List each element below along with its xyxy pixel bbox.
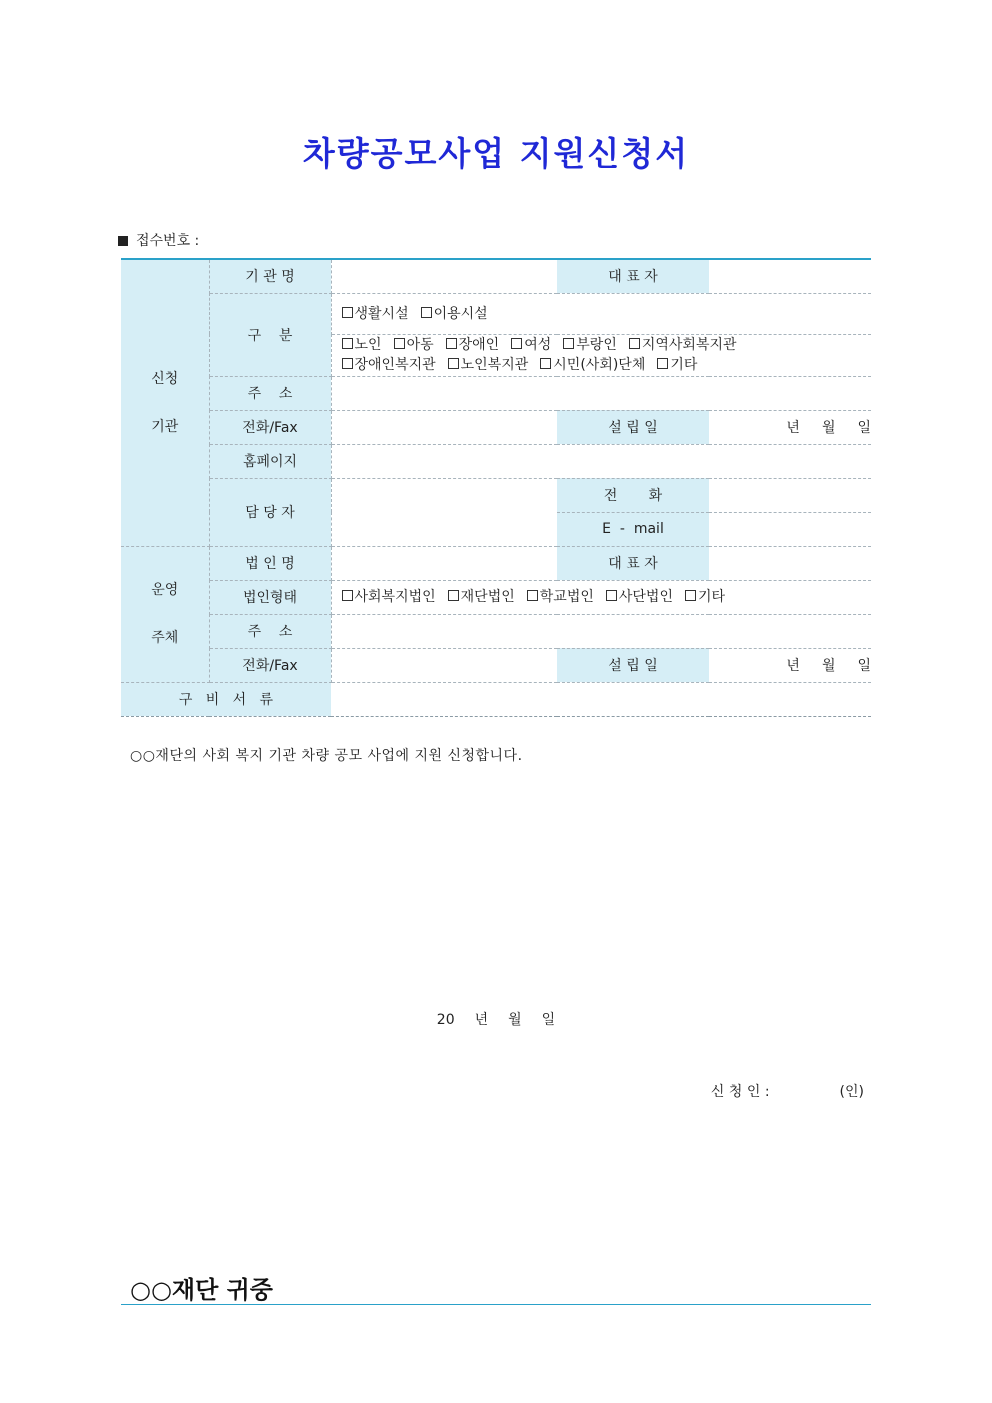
email-field[interactable] (709, 512, 871, 546)
label-phone-fax: 전화/Fax (209, 410, 331, 444)
checkbox-corp-social-welfare[interactable]: 사회복지법인 (342, 589, 436, 605)
label-corp-established: 설 립 일 (557, 648, 709, 682)
checkbox-corp-school[interactable]: 학교법인 (527, 589, 594, 605)
group-applicant (121, 259, 209, 546)
checkbox-corp-foundation[interactable]: 재단법인 (448, 589, 515, 605)
label-contact-phone: 전 화 (557, 478, 709, 512)
group-applicant-line1: 신청 (151, 370, 179, 387)
group-applicant-line2: 기관 (151, 418, 179, 435)
group-operator (121, 546, 209, 682)
facility-options (331, 293, 871, 334)
corp-address-field[interactable] (331, 614, 871, 648)
checkbox-icon (421, 307, 432, 318)
address-field[interactable] (331, 376, 871, 410)
corp-type-options (331, 580, 871, 614)
org-name-field[interactable] (331, 259, 557, 293)
recipient-divider (121, 1304, 871, 1305)
checkbox-corp-other[interactable]: 기타 (685, 589, 725, 605)
checkbox-target-children[interactable]: 아동 (394, 337, 434, 353)
document-title: 차량공모사업 지원신청서 (302, 134, 690, 173)
homepage-field[interactable] (331, 444, 871, 478)
established-date-field[interactable]: 년 월 일 (709, 410, 871, 444)
label-category: 구 분 (209, 293, 331, 376)
label-corp-representative: 대 표 자 (557, 546, 709, 580)
checkbox-icon (394, 338, 405, 349)
date-month-label: 월 (508, 1012, 522, 1028)
applicant-signature (711, 1081, 864, 1101)
checkbox-icon (448, 590, 459, 601)
checkbox-icon (342, 307, 353, 318)
checkbox-icon (448, 358, 459, 369)
applicant-label: 신 청 인 : (710, 1084, 770, 1100)
checkbox-icon (342, 358, 353, 369)
label-org-name: 기 관 명 (209, 259, 331, 293)
date-day-label: 일 (541, 1012, 556, 1028)
target-options (331, 334, 871, 376)
checkbox-icon (540, 358, 551, 369)
seal-label: (인) (839, 1084, 864, 1100)
label-email: E - mail (557, 512, 709, 546)
checkbox-icon (342, 590, 353, 601)
label-corp-type: 법인형태 (209, 580, 331, 614)
application-date (0, 1009, 992, 1029)
checkbox-target-women[interactable]: 여성 (511, 337, 551, 353)
label-address: 주 소 (209, 376, 331, 410)
label-established: 설 립 일 (557, 410, 709, 444)
contact-phone-field[interactable] (709, 478, 871, 512)
checkbox-icon (606, 590, 617, 601)
checkbox-icon (527, 590, 538, 601)
application-statement: ○○재단의 사회 복지 기관 차량 공모 사업에 지원 신청합니다. (130, 748, 523, 764)
label-corp-name: 법 인 명 (209, 546, 331, 580)
checkbox-icon (563, 338, 574, 349)
checkbox-icon (685, 590, 696, 601)
checkbox-target-disabled[interactable]: 장애인 (446, 337, 500, 353)
checkbox-target-elderly-center[interactable]: 노인복지관 (448, 357, 529, 373)
label-corp-phone-fax: 전화/Fax (209, 648, 331, 682)
label-homepage: 홈페이지 (209, 444, 331, 478)
label-contact-person: 담 당 자 (209, 478, 331, 546)
contact-person-field[interactable] (331, 478, 557, 546)
date-year-label: 년 (474, 1012, 489, 1028)
checkbox-target-homeless[interactable]: 부랑인 (563, 337, 617, 353)
corp-phone-fax-field[interactable] (331, 648, 557, 682)
group-operator-line1: 운영 (151, 582, 179, 598)
group-operator-line2: 주체 (151, 630, 179, 646)
documents-field[interactable] (331, 682, 871, 716)
checkbox-facility-use[interactable]: 이용시설 (421, 306, 488, 322)
representative-field[interactable] (709, 259, 871, 293)
application-form-table (121, 258, 871, 717)
checkbox-icon (629, 338, 640, 349)
checkbox-target-other[interactable]: 기타 (657, 357, 697, 373)
square-bullet-icon (118, 236, 128, 246)
checkbox-corp-association[interactable]: 사단법인 (606, 589, 673, 605)
corp-name-field[interactable] (331, 546, 557, 580)
checkbox-target-disabled-center[interactable]: 장애인복지관 (342, 357, 436, 373)
corp-representative-field[interactable] (709, 546, 871, 580)
label-representative: 대 표 자 (557, 259, 709, 293)
checkbox-icon (446, 338, 457, 349)
receipt-number (118, 230, 199, 250)
corp-established-date-field[interactable]: 년 월 일 (709, 648, 871, 682)
checkbox-icon (511, 338, 522, 349)
checkbox-target-elderly[interactable]: 노인 (342, 337, 382, 353)
phone-fax-field[interactable] (331, 410, 557, 444)
label-documents: 구 비 서 류 (121, 682, 331, 716)
checkbox-facility-living[interactable]: 생활시설 (342, 306, 409, 322)
date-year-prefix: 20 (436, 1012, 455, 1028)
checkbox-icon (657, 358, 668, 369)
receipt-number-label: 접수번호 : (136, 233, 200, 249)
label-corp-address: 주 소 (209, 614, 331, 648)
checkbox-icon (342, 338, 353, 349)
checkbox-target-community-center[interactable]: 지역사회복지관 (629, 337, 737, 353)
checkbox-target-civic-group[interactable]: 시민(사회)단체 (540, 357, 645, 373)
recipient: ○○재단 귀중 (130, 1276, 273, 1304)
